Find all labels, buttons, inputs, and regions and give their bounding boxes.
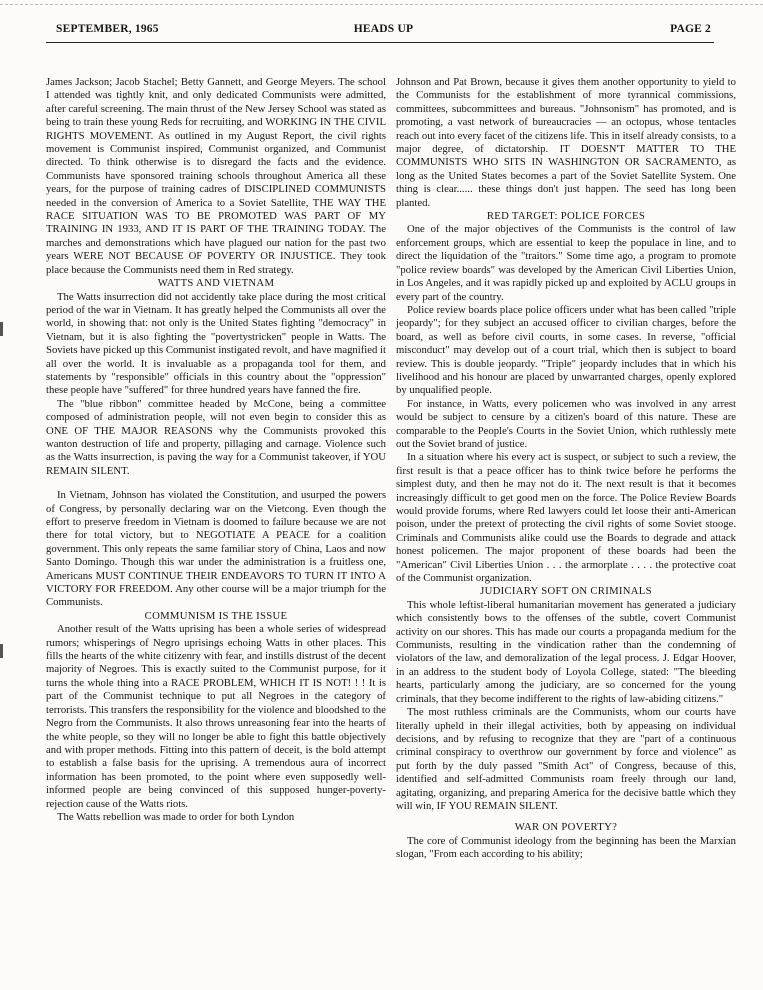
header-rule (46, 42, 714, 43)
paragraph: In Vietnam, Johnson has violated the Constitution, and usurped the powers of Congress, by personally declaring war on the Vietcong. Even though the effort to preserve freedom in Vietnam is doomed to failure because we are not there for total victory, but to NEGOTIATE A PEACE for a coalition government. This only repeats the same familiar story of China, Laos and now Santo Domingo. Though this war under the administration is a fruitless one, Americans MUST CONTINUE THEIR ENDEAVORS TO TURN IT INTO A VICTORY FOR FREEDOM. Any other course will be a major triumph for the Communists. (46, 489, 386, 609)
binding-mark (0, 322, 3, 336)
paragraph: James Jackson; Jacob Stachel; Betty Gannett, and George Meyers. The school I attended was tightly knit, and only dedicated Communists were admitted, after careful screening. The main thrust of the New Jersey School was stated as being to train these young Reds for recruiting, and WORKING IN THE CIVIL RIGHTS MOVEMENT. As outlined in my August Report, the civil rights movement is Communist inspired, Communist organized, and Communist directed. To think otherwise is to disregard the facts and the evidence. Communists have sponsored training schools throughout America all these years, for the purpose of training cadres of DISCIPLINED COMMUNISTS needed in the conversion of America to a Soviet Satellite, THE WAY THE RACE SITUATION WAS TO BE PROMOTED WAS PART OF MY TRAINING IN 1933, AND IT IS PART OF THE TRAINING TODAY. The marches and demonstrations which have plagued our nation for the past two years WERE NOT BECAUSE OF POVERTY OR INJUSTICE. They took place because the Communists need them in Red strategy. (46, 76, 386, 276)
left-column (46, 76, 386, 824)
binding-mark (0, 644, 3, 658)
page-header (56, 23, 711, 39)
paragraph: Police review boards place police officers under what has been called "triple jeopardy"; for they subject an accused officer to civilian charges, before the board, as well as before civil courts, in some cases. In reverse, "official misconduct" may develop out of a court trial, which then is subject to board review. This is double jeopardy. "Triple" jeopardy includes that in which his livelihood and his honour are placed by unwarranted charges, openly explored by unqualified people. (396, 303, 736, 397)
page-number: PAGE 2 (670, 23, 711, 35)
publication-title: HEADS UP (353, 23, 414, 35)
paragraph: The core of Communist ideology from the beginning has been the Marxian slogan, "From each according to his ability; (396, 834, 736, 861)
paragraph: The most ruthless criminals are the Communists, whom our courts have literally upheld in their illegal activities, both by appeasing on individual decisions, and by refusing to recognize that they are "part of a continuous criminal conspiracy to overthrow our government by force and violence" as put forth by the duly passed "Smith Act" of Congress, because of this, identified and self-admitted Communists roam freely through our land, agitating, organizing, and preparing America for the decisive battle which they will win, IF YOU REMAIN SILENT. (396, 706, 736, 812)
page-top-edge (0, 4, 763, 5)
paragraph: Another result of the Watts uprising has been a whole series of widespread rumors; whisperings of Negro uprisings echoing Watts in other places. This fills the hearts of the white citizenry with fear, and instills distrust of the decent majority of Negroes. This is exactly suited to the Communist purpose, for it turns the whole thing into a RACE PROBLEM, WHICH IT IS NOT! ! ! It is part of the Communist technique to put all Negroes in the category of terrorists. This transfers the responsibility for the violence and bloodshed to the Negro from the Communists. It also throws unreasoning fear into the hearts of the white people, so they will no longer be able to fight this battle objectively and with proper methods. Fitting into this pattern of deceit, is the bold attempt to establish a false basis for the uprising. A tremendous aura of incorrect information has been promoted, to the point where even supposedly well-informed people are being convinced of this supposed hunger-poverty-rejection cause of the Watts riots. (46, 623, 386, 810)
section-heading-communism-issue: COMMUNISM IS THE ISSUE (144, 609, 288, 622)
paragraph: For instance, in Watts, every policemen who was involved in any arrest would be subject to censure by a citizen's board of this nature. These are comparable to the People's Courts in the Soviet Union, which ruthlessly mete out the Soviet brand of justice. (396, 397, 736, 450)
section-heading-red-target: RED TARGET: POLICE FORCES (486, 210, 646, 223)
paragraph: This whole leftist-liberal humanitarian movement has generated a judiciary which consistently bows to the offenses of the subtle, covert Communist activity on our shores. This has made our courts a propaganda medium for the Communists, resulting in the vindication rather than the condemning of violators of the law, and demoralization of the legal process. J. Edgar Hoover, in an address to the student body of Loyola College, stated: "The bleeding hearts, particularly among the judiciary, are so concerned for the young criminals, that they become indifferent to the rights of law-abiding citizens." (396, 598, 736, 705)
paragraph: One of the major objectives of the Communists is the control of law enforcement groups, which are essential to keep the populace in line, and to direct the liquidation of the "traitors." Some time ago, a program to promote "police review boards" was developed by the American Civil Liberties Union, in Los Angeles, and it was rapidly picked up and exploited by ACLU groups in every part of the country. (396, 223, 736, 303)
paragraph: The Watts rebellion was made to order for both Lyndon (57, 810, 295, 823)
paragraph: Johnson and Pat Brown, because it gives them another opportunity to yield to the Communists for the establishment of more tyrannical commissions, committees, subcommittees and bureaus. "Johnsonism" has promoted, and is promoting, a vast network of bureaucracies — an octopus, whose tentacles reach out into every facet of the citizens life. This in itself already consists, to a major degree, of dictatorship. IT DOESN'T MATTER TO THE COMMUNISTS WHO SITS IN WASHINGTON OR SACRAMENTO, as long as the United States becomes a part of the Soviet Satellite System. One thing is clear...... these things don't just happen. The seed has long been planted. (396, 76, 736, 209)
section-heading-judiciary: JUDICIARY SOFT ON CRIMINALS (480, 585, 652, 598)
paragraph: The Watts insurrection did not accidently take place during the most critical period of the war in Vietnam. It has greatly helped the Communists all over the world, in showing that: not only is the United States fighting "democracy" in Vietnam, but it is also fighting the "povertystricken" people in Watts. The Soviets have picked up this Communist instigated revolt, and have magnified it all over the world. It is invaluable as a propaganda tool for them, and statements by "responsible" officials in this country about the "oppression" these people have "suffered" for three hundred years have fanned the fire. (46, 290, 386, 397)
paragraph: The "blue ribbon" committee headed by McCone, being a committee composed of administration people, will not even begin to consider this as ONE OF THE MAJOR REASONS why the Communists provoked this wanton destruction of life and property, pillaging and carnage. Violence such as the Watts insurrection, is paving the way for a Communist takeover, if YOU REMAIN SILENT. (46, 397, 386, 477)
right-column (396, 76, 736, 862)
issue-date: SEPTEMBER, 1965 (56, 23, 159, 35)
section-heading-watts-vietnam: WATTS AND VIETNAM (157, 277, 275, 290)
section-heading-war-on-poverty: WAR ON POVERTY? (514, 821, 618, 834)
paragraph: In a situation where his every act is suspect, or subject to such a review, the first result is that a peace officer has to think twice before he performs the simplest duty, and then he may not do it. The next result is that it becomes increasingly difficult to get good men on the force. The Police Review Boards would provide forums, where Red lawyers could let loose their anti-American poison, under the pretext of protecting the civil rights of some Soviet stooge. Criminals and Communists alike could use the Boards to degrade and attack honest policemen. The major proponent of these boards had been the "American" Civil Liberties Union . . . the armorplate . . . . the protective coat of the Communist organization. (396, 451, 736, 585)
